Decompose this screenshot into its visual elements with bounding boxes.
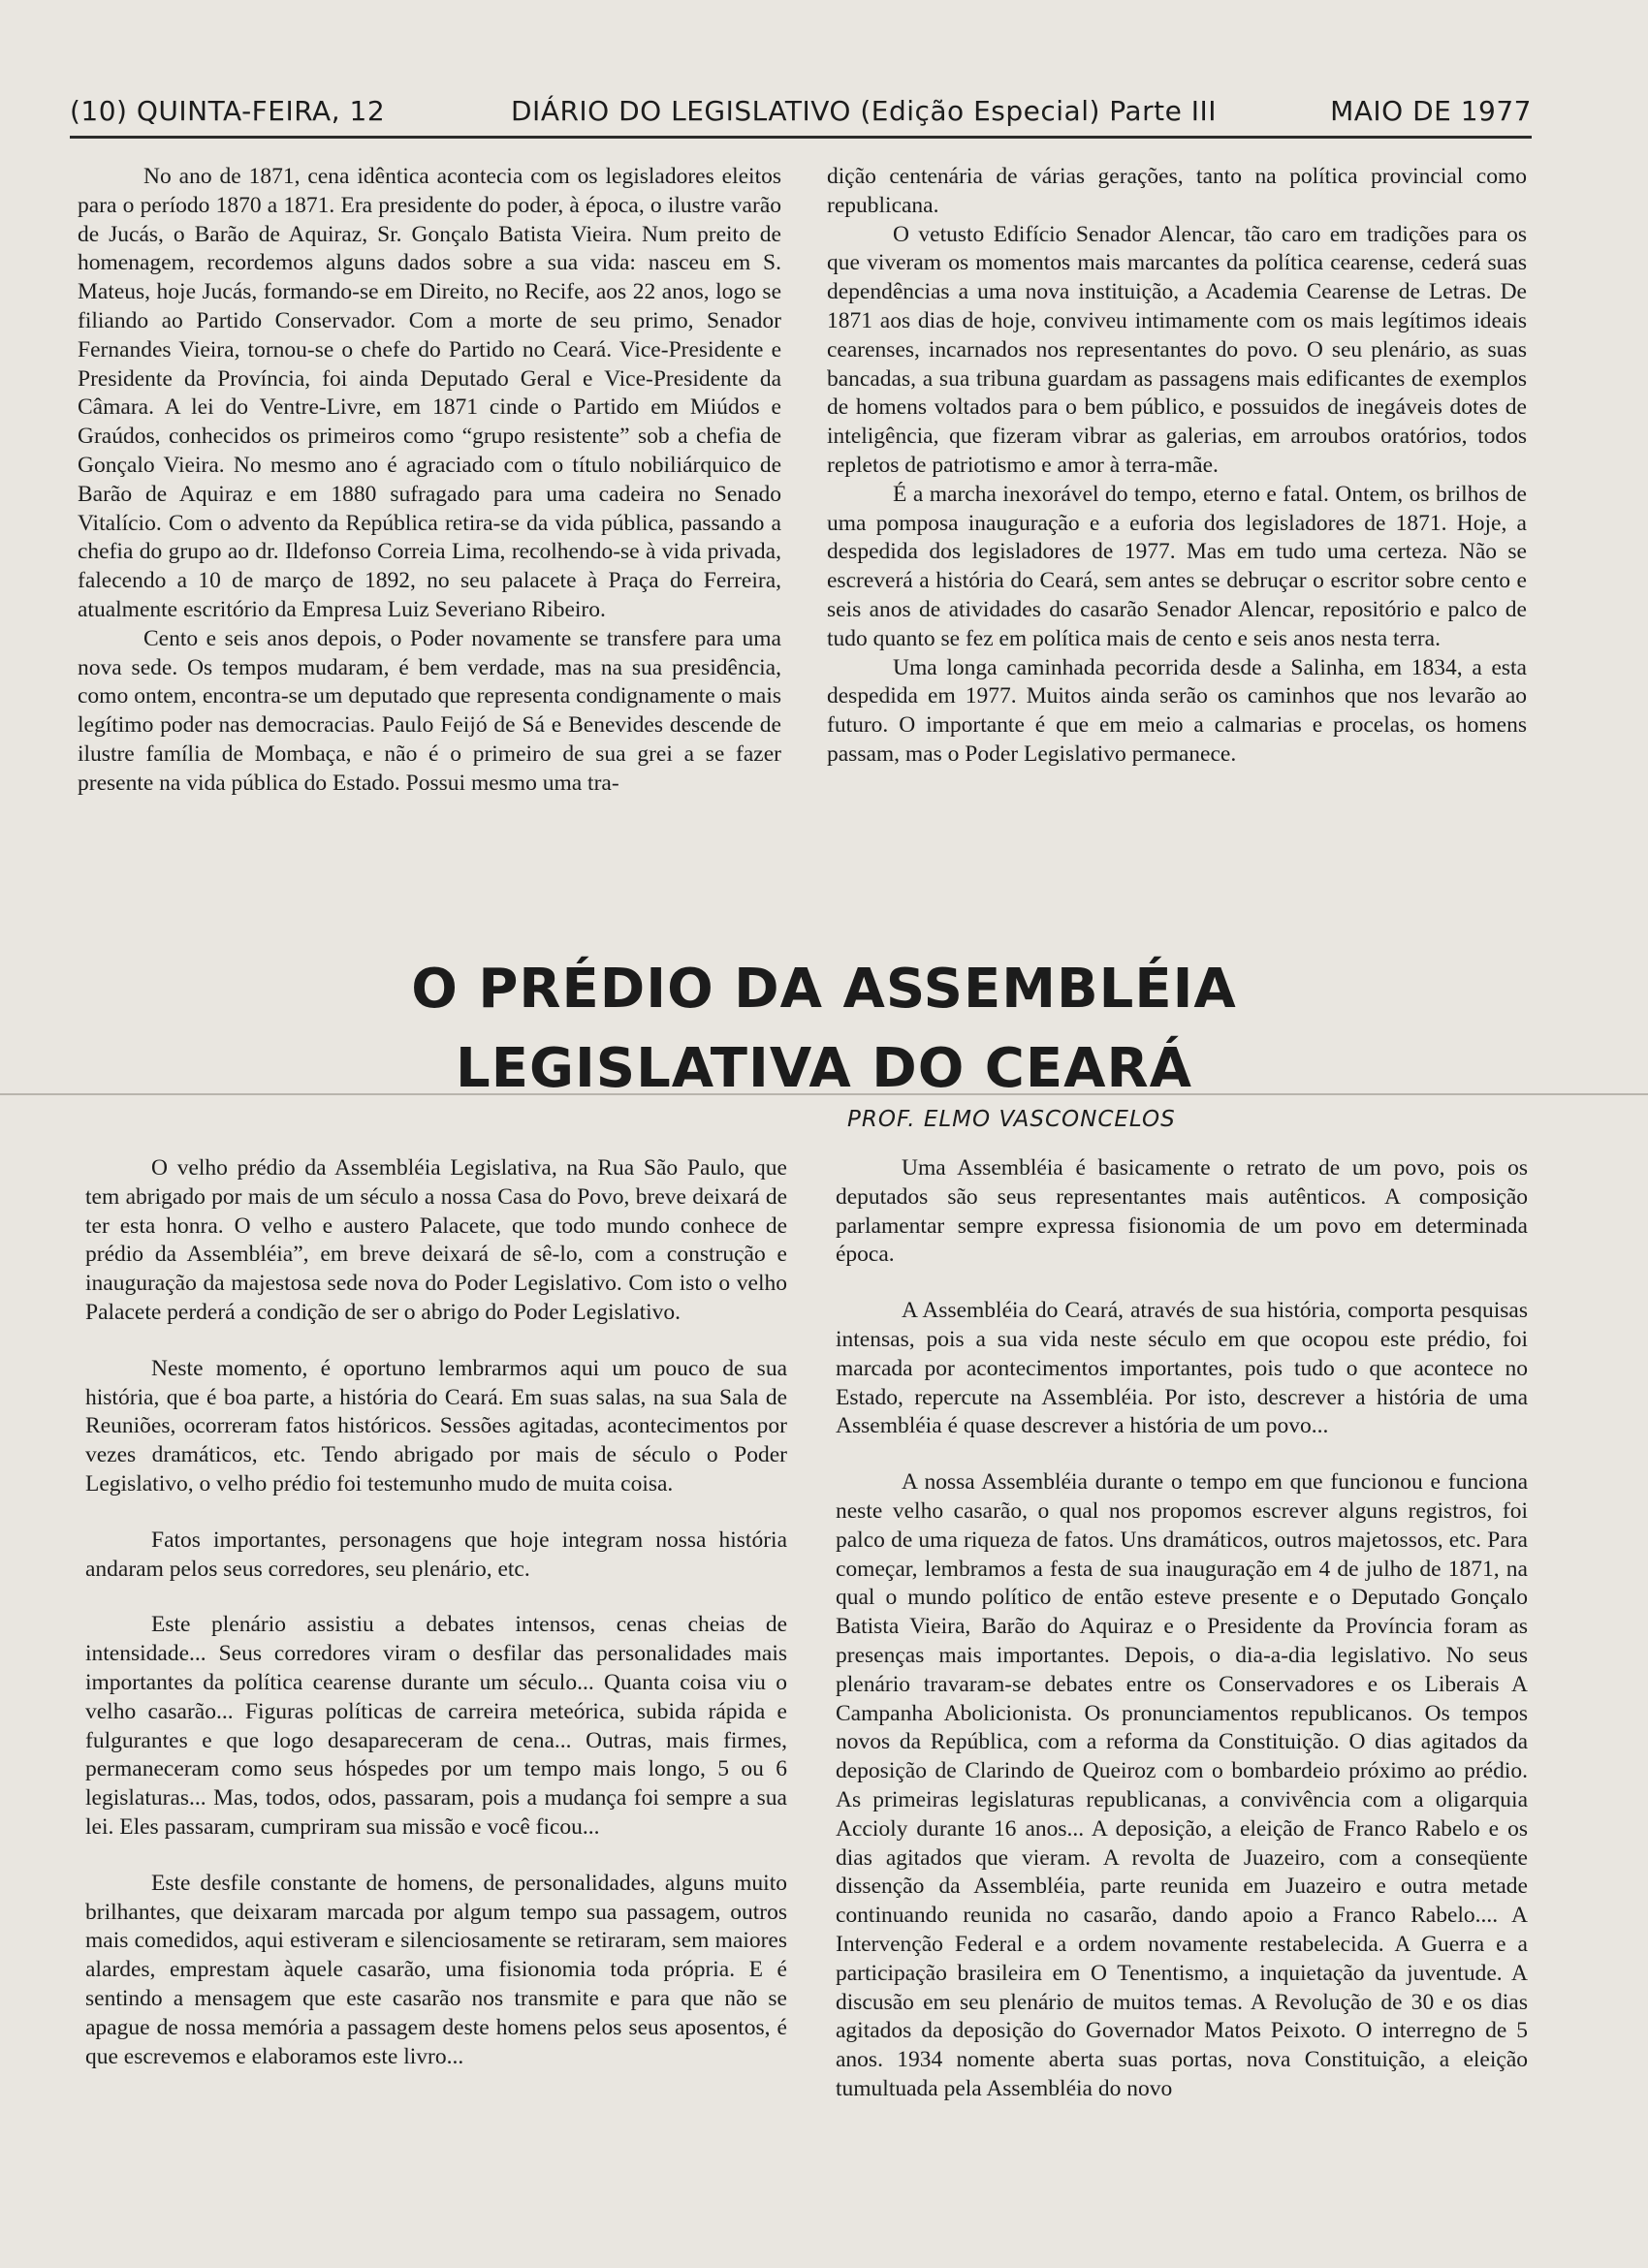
- article-paragraph: Fatos importantes, personagens que hoje integram nossa história andaram pelos seus corredores, seu plenário, etc.: [85, 1527, 787, 1582]
- article-paragraph: Este plenário assistiu a debates intensos, cenas cheias de intensidade... Seus corredores viram o desfilar das personalidades mais importantes da política cearense durante um século... Quanta coisa viu o velho casarão... Figuras políticas de carreira meteórica, subida rápida e fulgurantes e que logo desapareceram de cena... Outras, mais firmes, permaneceram como seus hóspedes por um tempo mais longo, 5 ou 6 legislaturas... Mas, todos, odos, passaram, pois a mudança foi sempre a sua lei. Eles passaram, cumpriram sua missão e você ficou...: [85, 1612, 787, 1840]
- masthead-month-year: MAIO DE 1977: [1330, 95, 1532, 127]
- masthead-issue-date: (10) QUINTA-FEIRA, 12: [70, 95, 386, 127]
- headline-line-2: LEGISLATIVA DO CEARÁ: [456, 1037, 1192, 1100]
- article-paragraph: É a marcha inexorável do tempo, eterno e fatal. Ontem, os brilhos de uma pomposa inauguração e a euforia dos legisladores de 1871. Hoje, a despedida dos legisladores de 1977. Mas em tudo uma certeza. Não se escreverá a história do Ceará, sem antes se debruçar o escritor sobre cento e seis anos de atividades do casarão Senador Alencar, repositório e palco de tudo quanto se fez em política mais de cento e seis anos nesta terra.: [827, 481, 1527, 651]
- article-paragraph: A Assembléia do Ceará, através de sua história, comporta pesquisas intensas, pois a sua vida neste século em que ocopou este prédio, foi marcada por acontecimentos importantes, pois tudo o que acontece no Estado, repercute na Assembléia. Por isto, descrever a história de uma Assembléia é quase descrever a história de um povo...: [836, 1298, 1528, 1439]
- masthead: [70, 95, 1532, 134]
- article-paragraph: Este desfile constante de homens, de personalidades, alguns muito brilhantes, que deixaram marcada por algum tempo sua passagem, outros mais comedidos, aqui estiveram e silenciosamente se retiraram, sem maiores alardes, emprestam àquele casarão, uma fisionomia toda própria. E é sentindo a mensagem que este casarão nos transmite e para que não se apague de nossa memória a passagem deste homens pelos seus aposentos, é que escrevemos e elaboramos este livro...: [85, 1870, 787, 2069]
- article-paragraph: No ano de 1871, cena idêntica acontecia com os legisladores eleitos para o período 1870 a 1871. Era presidente do poder, à época, o ilustre varão de Jucás, o Barão de Aquiraz, Sr. Gonçalo Batista Vieira. Num preito de homenagem, recordemos alguns dados sobre a sua vida: nasceu em S. Mateus, hoje Jucás, formando-se em Direito, no Recife, aos 22 anos, logo se filiando ao Partido Conservador. Com a morte de seu primo, Senador Fernandes Vieira, tornou-se o chefe do Partido no Ceará. Vice-Presidente e Presidente da Província, foi ainda Deputado Geral e Vice-Presidente da Câmara. A lei do Ventre-Livre, em 1871 cinde o Partido em Miúdos e Graúdos, conhecidos os primeiros como “grupo resistente” sob a chefia de Gonçalo Vieira. No mesmo ano é agraciado com o título nobiliárquico de Barão de Aquiraz e em 1880 sufragado para uma cadeira no Senado Vitalício. Com o advento da República retira-se da vida pública, passando a chefia do grupo ao dr. Ildefonso Correia Lima, recolhendo-se à vida privada, falecendo a 10 de março de 1892, no seu palacete à Praça do Ferreira, atualmente escritório da Empresa Luiz Severiano Ribeiro.: [78, 164, 781, 622]
- article-paragraph: Uma longa caminhada pecorrida desde a Salinha, em 1834, a esta despedida em 1977. Muitos ainda serão os caminhos que nos levarão ao futuro. O importante é que em meio a calmarias e procelas, os homens passam, mas o Poder Legislativo permanece.: [827, 654, 1527, 767]
- masthead-rule: [70, 136, 1532, 139]
- top-article-right-column: [827, 163, 1527, 770]
- article-paragraph: Cento e seis anos depois, o Poder novamente se transfere para uma nova sede. Os tempos mudaram, é bem verdade, mas na sua presidência, como ontem, encontra-se um deputado que representa condignamente o mais legítimo poder nas democracias. Paulo Feijó de Sá e Benevides descende de ilustre família de Mombaça, e não é o primeiro de sua grei a se fazer presente na vida pública do Estado. Possui mesmo uma tra-: [78, 625, 781, 796]
- article-paragraph: Uma Assembléia é basicamente o retrato de um povo, pois os deputados são seus representantes mais autênticos. A composição parlamentar sempre expressa fisionomia de um povo em determinada época.: [836, 1155, 1528, 1268]
- headline-line-1: O PRÉDIO DA ASSEMBLÉIA: [411, 958, 1237, 1021]
- article-paragraph: A nossa Assembléia durante o tempo em que funcionou e funciona neste velho casarão, o qual nos propomos escrever alguns registros, foi palco de uma riqueza de fatos. Uns dramáticos, outros majetossos, etc. Para começar, lembramos a festa de sua inauguração em 4 de julho de 1871, na qual o mundo político de então esteve presente e o Deputado Gonçalo Batista Vieira, Barão do Aquiraz e o Presidente da Província foram as presenças mais importantes. Depois, o dia-a-dia legislativo. No seus plenário travaram-se debates entre os Conservadores e os Liberais A Campanha Abolicionista. Os pronunciamentos republicanos. Os tempos novos da República, com a reforma da Constituição. O dias agitados da deposição de Clarindo de Queiroz com o bombardeio próximo ao prédio. As primeiras legislaturas republicanas, a convivência com a oligarquia Accioly durante 16 anos... A deposição, a eleição de Franco Rabelo e os dias agitados que vieram. A revolta de Juazeiro, com a conseqüente dissenção da Assembléia, parte reunida em Juazeiro e outra metade continuando reunida no casarão, dando apoio a Franco Rabelo.... A Intervenção Federal e a ordem novamente restabelecida. A Guerra e a participação brasileira em O Tenentismo, a inquietação da juventude. A discusão em seu plenário de muitos temas. A Revolução de 30 e os dias agitados da deposição do Governador Matos Peixoto. O interregno de 5 anos. 1934 nomente aberta suas portas, nova Constituição, a eleição tumultuada pela Assembléia do novo: [836, 1469, 1528, 2101]
- article-paragraph: O vetusto Edifício Senador Alencar, tão caro em tradições para os que viveram os momentos mais marcantes da política cearense, cederá suas dependências a uma nova instituição, a Academia Cearense de Letras. De 1871 aos dias de hoje, conviveu intimamente com os mais legítimos ideais cearenses, incarnados nos representantes do povo. O seu plenário, as suas bancadas, a sua tribuna guardam as passagens mais edificantes de exemplos de homens voltados para o bem público, e possuidos de inegáveis dotes de inteligência, que fizeram vibrar as galerias, em arroubos oratórios, todos repletos de patriotismo e amor à terra-mãe.: [827, 221, 1527, 478]
- bottom-article-left-column: [85, 1154, 787, 2071]
- bottom-article-right-column: [836, 1154, 1528, 2104]
- article-paragraph: Neste momento, é oportuno lembrarmos aqui um pouco de sua história, que é boa parte, a história do Ceará. Em suas salas, na sua Sala de Reuniões, ocorreram fatos históricos. Sessões agitadas, acontecimentos por vezes dramáticos, etc. Tendo abrigado por mais de século o Poder Legislativo, o velho prédio foi testemunho mudo de muita coisa.: [85, 1355, 787, 1496]
- top-article-left-column: [78, 163, 781, 799]
- byline: PROF. ELMO VASCONCELOS: [847, 1107, 1176, 1132]
- masthead-publication-title: DIÁRIO DO LEGISLATIVO (Edição Especial) Parte III: [511, 95, 1217, 127]
- article-paragraph: dição centenária de várias gerações, tanto na política provincial como republicana.: [827, 164, 1527, 218]
- article-paragraph: O velho prédio da Assembléia Legislativa, na Rua São Paulo, que tem abrigado por mais de um século a nossa Casa do Povo, breve deixará de ter esta honra. O velho e austero Palacete, que todo mundo conhece de prédio da Assembléia”, em breve deixará de sê-lo, com a construção e inauguração da majestosa sede nova do Poder Legislativo. Com isto o velho Palacete perderá a condição de ser o abrigo do Poder Legislativo.: [85, 1155, 787, 1325]
